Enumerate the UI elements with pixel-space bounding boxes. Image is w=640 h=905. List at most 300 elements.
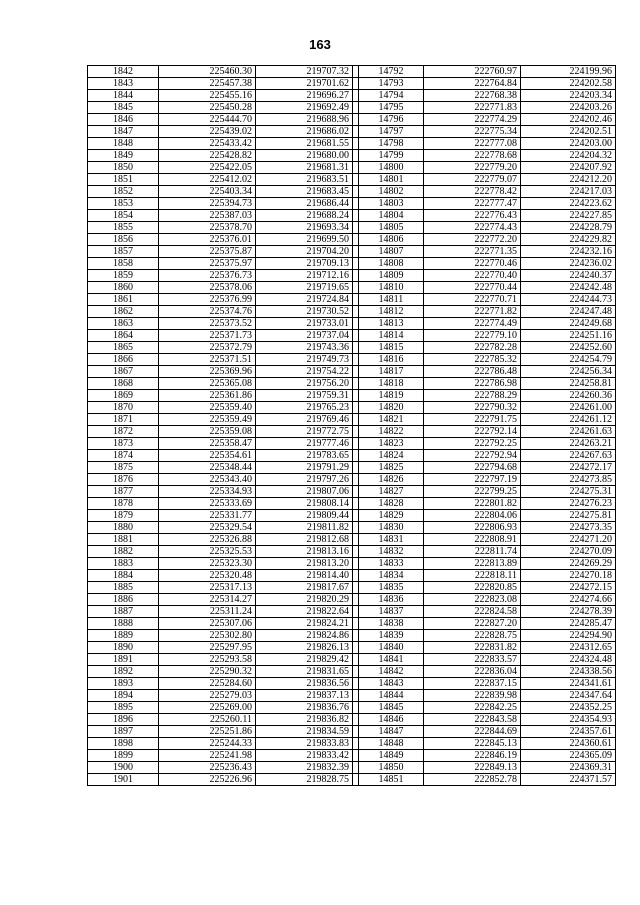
cell-id-b: 14841 xyxy=(359,654,424,666)
table-row xyxy=(88,66,616,78)
cell-y-a: 219737.04 xyxy=(256,330,353,342)
cell-x-b: 222786.98 xyxy=(424,378,521,390)
cell-x-b: 222786.48 xyxy=(424,366,521,378)
cell-id-a: 1870 xyxy=(88,402,159,414)
cell-y-a: 219783.65 xyxy=(256,450,353,462)
cell-id-a: 1897 xyxy=(88,726,159,738)
cell-y-a: 219688.24 xyxy=(256,210,353,222)
table-row xyxy=(88,426,616,438)
cell-y-a: 219756.20 xyxy=(256,378,353,390)
cell-x-b: 222801.82 xyxy=(424,498,521,510)
cell-y-b: 224365.09 xyxy=(521,750,616,762)
cell-x-a: 225371.51 xyxy=(159,354,256,366)
cell-y-a: 219824.86 xyxy=(256,630,353,642)
table-row xyxy=(88,222,616,234)
cell-id-b: 14795 xyxy=(359,102,424,114)
cell-id-a: 1883 xyxy=(88,558,159,570)
cell-x-b: 222808.91 xyxy=(424,534,521,546)
cell-id-b: 14807 xyxy=(359,246,424,258)
cell-x-b: 222764.84 xyxy=(424,78,521,90)
cell-x-a: 225326.88 xyxy=(159,534,256,546)
cell-id-a: 1860 xyxy=(88,282,159,294)
cell-y-b: 224347.64 xyxy=(521,690,616,702)
cell-x-a: 225378.06 xyxy=(159,282,256,294)
cell-id-b: 14830 xyxy=(359,522,424,534)
table-row xyxy=(88,570,616,582)
cell-id-a: 1891 xyxy=(88,654,159,666)
cell-id-b: 14809 xyxy=(359,270,424,282)
cell-id-b: 14818 xyxy=(359,378,424,390)
cell-x-a: 225374.76 xyxy=(159,306,256,318)
cell-id-a: 1884 xyxy=(88,570,159,582)
cell-x-b: 222774.29 xyxy=(424,114,521,126)
cell-y-b: 224202.58 xyxy=(521,78,616,90)
cell-x-a: 225333.69 xyxy=(159,498,256,510)
table-row xyxy=(88,150,616,162)
cell-id-b: 14838 xyxy=(359,618,424,630)
cell-y-b: 224261.63 xyxy=(521,426,616,438)
cell-x-b: 222777.47 xyxy=(424,198,521,210)
cell-id-a: 1865 xyxy=(88,342,159,354)
table-row xyxy=(88,474,616,486)
cell-id-a: 1871 xyxy=(88,414,159,426)
cell-x-a: 225358.47 xyxy=(159,438,256,450)
cell-y-b: 224278.39 xyxy=(521,606,616,618)
table-row xyxy=(88,198,616,210)
cell-y-b: 224274.66 xyxy=(521,594,616,606)
cell-y-b: 224285.47 xyxy=(521,618,616,630)
cell-y-b: 224312.65 xyxy=(521,642,616,654)
cell-y-b: 224271.20 xyxy=(521,534,616,546)
cell-x-a: 225403.34 xyxy=(159,186,256,198)
cell-id-b: 14792 xyxy=(359,66,424,78)
cell-id-a: 1850 xyxy=(88,162,159,174)
cell-id-a: 1856 xyxy=(88,234,159,246)
cell-id-b: 14845 xyxy=(359,702,424,714)
cell-x-a: 225433.42 xyxy=(159,138,256,150)
cell-y-a: 219828.75 xyxy=(256,774,353,786)
cell-id-a: 1869 xyxy=(88,390,159,402)
cell-y-a: 219754.22 xyxy=(256,366,353,378)
cell-id-b: 14803 xyxy=(359,198,424,210)
cell-id-b: 14825 xyxy=(359,462,424,474)
cell-x-b: 222818.11 xyxy=(424,570,521,582)
cell-y-b: 224275.31 xyxy=(521,486,616,498)
cell-id-b: 14849 xyxy=(359,750,424,762)
cell-y-a: 219817.67 xyxy=(256,582,353,594)
cell-y-b: 224217.03 xyxy=(521,186,616,198)
cell-x-a: 225302.80 xyxy=(159,630,256,642)
table-row xyxy=(88,366,616,378)
cell-id-b: 14834 xyxy=(359,570,424,582)
cell-id-b: 14827 xyxy=(359,486,424,498)
cell-x-b: 222831.82 xyxy=(424,642,521,654)
cell-id-b: 14823 xyxy=(359,438,424,450)
cell-x-a: 225375.87 xyxy=(159,246,256,258)
cell-y-a: 219686.02 xyxy=(256,126,353,138)
cell-id-b: 14813 xyxy=(359,318,424,330)
cell-y-b: 224244.73 xyxy=(521,294,616,306)
cell-x-a: 225325.53 xyxy=(159,546,256,558)
cell-x-a: 225359.40 xyxy=(159,402,256,414)
table-row xyxy=(88,90,616,102)
cell-id-a: 1894 xyxy=(88,690,159,702)
cell-id-a: 1862 xyxy=(88,306,159,318)
cell-x-b: 222790.32 xyxy=(424,402,521,414)
cell-id-a: 1845 xyxy=(88,102,159,114)
cell-y-a: 219836.76 xyxy=(256,702,353,714)
cell-y-b: 224203.00 xyxy=(521,138,616,150)
cell-y-b: 224354.93 xyxy=(521,714,616,726)
cell-y-b: 224251.16 xyxy=(521,330,616,342)
cell-y-b: 224272.15 xyxy=(521,582,616,594)
cell-id-b: 14800 xyxy=(359,162,424,174)
cell-x-a: 225241.98 xyxy=(159,750,256,762)
cell-y-b: 224270.09 xyxy=(521,546,616,558)
cell-id-a: 1872 xyxy=(88,426,159,438)
cell-y-a: 219696.27 xyxy=(256,90,353,102)
table-row xyxy=(88,114,616,126)
cell-y-b: 224275.81 xyxy=(521,510,616,522)
cell-y-b: 224256.34 xyxy=(521,366,616,378)
cell-id-b: 14804 xyxy=(359,210,424,222)
cell-id-b: 14821 xyxy=(359,414,424,426)
cell-x-b: 222797.19 xyxy=(424,474,521,486)
cell-x-a: 225457.38 xyxy=(159,78,256,90)
cell-id-a: 1885 xyxy=(88,582,159,594)
cell-id-a: 1886 xyxy=(88,594,159,606)
cell-y-b: 224360.61 xyxy=(521,738,616,750)
cell-y-a: 219833.42 xyxy=(256,750,353,762)
cell-y-a: 219813.20 xyxy=(256,558,353,570)
cell-y-b: 224240.37 xyxy=(521,270,616,282)
cell-id-b: 14799 xyxy=(359,150,424,162)
cell-id-b: 14815 xyxy=(359,342,424,354)
cell-x-a: 225348.44 xyxy=(159,462,256,474)
table-row xyxy=(88,102,616,114)
table-row xyxy=(88,642,616,654)
cell-id-b: 14814 xyxy=(359,330,424,342)
table-row xyxy=(88,318,616,330)
table-row xyxy=(88,342,616,354)
cell-y-b: 224223.62 xyxy=(521,198,616,210)
cell-id-b: 14801 xyxy=(359,174,424,186)
cell-x-b: 222792.94 xyxy=(424,450,521,462)
cell-y-b: 224229.82 xyxy=(521,234,616,246)
cell-id-a: 1878 xyxy=(88,498,159,510)
cell-id-a: 1864 xyxy=(88,330,159,342)
table-row xyxy=(88,690,616,702)
cell-id-a: 1849 xyxy=(88,150,159,162)
cell-id-b: 14820 xyxy=(359,402,424,414)
cell-id-b: 14819 xyxy=(359,390,424,402)
cell-y-b: 224203.34 xyxy=(521,90,616,102)
cell-y-a: 219777.46 xyxy=(256,438,353,450)
cell-id-b: 14848 xyxy=(359,738,424,750)
cell-x-a: 225376.01 xyxy=(159,234,256,246)
cell-x-a: 225323.30 xyxy=(159,558,256,570)
table-row xyxy=(88,78,616,90)
cell-y-b: 224294.90 xyxy=(521,630,616,642)
cell-y-b: 224212.20 xyxy=(521,174,616,186)
cell-x-a: 225371.73 xyxy=(159,330,256,342)
cell-id-b: 14836 xyxy=(359,594,424,606)
table-row xyxy=(88,462,616,474)
cell-x-a: 225361.86 xyxy=(159,390,256,402)
cell-id-a: 1887 xyxy=(88,606,159,618)
page-number: 163 xyxy=(309,37,331,52)
table-row xyxy=(88,258,616,270)
cell-y-b: 224272.17 xyxy=(521,462,616,474)
cell-id-a: 1889 xyxy=(88,630,159,642)
cell-id-b: 14810 xyxy=(359,282,424,294)
cell-id-a: 1880 xyxy=(88,522,159,534)
cell-id-a: 1858 xyxy=(88,258,159,270)
cell-y-a: 219772.75 xyxy=(256,426,353,438)
cell-id-a: 1901 xyxy=(88,774,159,786)
cell-y-a: 219709.13 xyxy=(256,258,353,270)
cell-id-a: 1892 xyxy=(88,666,159,678)
table-row xyxy=(88,558,616,570)
cell-id-a: 1875 xyxy=(88,462,159,474)
cell-y-b: 224369.31 xyxy=(521,762,616,774)
cell-x-a: 225251.86 xyxy=(159,726,256,738)
cell-x-a: 225428.82 xyxy=(159,150,256,162)
cell-x-a: 225290.32 xyxy=(159,666,256,678)
cell-y-a: 219837.13 xyxy=(256,690,353,702)
cell-x-b: 222823.08 xyxy=(424,594,521,606)
cell-y-a: 219692.49 xyxy=(256,102,353,114)
cell-id-a: 1893 xyxy=(88,678,159,690)
cell-id-b: 14829 xyxy=(359,510,424,522)
cell-y-b: 224357.61 xyxy=(521,726,616,738)
table-row xyxy=(88,498,616,510)
cell-y-a: 219701.62 xyxy=(256,78,353,90)
cell-id-b: 14843 xyxy=(359,678,424,690)
cell-id-b: 14837 xyxy=(359,606,424,618)
table-row xyxy=(88,282,616,294)
cell-id-b: 14797 xyxy=(359,126,424,138)
table-row xyxy=(88,390,616,402)
cell-id-b: 14844 xyxy=(359,690,424,702)
cell-id-b: 14796 xyxy=(359,114,424,126)
cell-id-a: 1852 xyxy=(88,186,159,198)
cell-id-b: 14806 xyxy=(359,234,424,246)
cell-x-a: 225226.96 xyxy=(159,774,256,786)
cell-x-b: 222778.68 xyxy=(424,150,521,162)
cell-x-a: 225450.28 xyxy=(159,102,256,114)
cell-y-a: 219826.13 xyxy=(256,642,353,654)
table-row xyxy=(88,774,616,786)
cell-x-b: 222782.28 xyxy=(424,342,521,354)
cell-y-a: 219683.45 xyxy=(256,186,353,198)
cell-x-b: 222774.49 xyxy=(424,318,521,330)
cell-x-b: 222842.25 xyxy=(424,702,521,714)
cell-x-a: 225369.96 xyxy=(159,366,256,378)
cell-x-b: 222785.32 xyxy=(424,354,521,366)
table-row xyxy=(88,522,616,534)
cell-id-b: 14850 xyxy=(359,762,424,774)
cell-x-a: 225320.48 xyxy=(159,570,256,582)
coordinates-table xyxy=(87,65,616,786)
cell-x-b: 222794.68 xyxy=(424,462,521,474)
cell-id-a: 1899 xyxy=(88,750,159,762)
cell-id-a: 1866 xyxy=(88,354,159,366)
table-row xyxy=(88,762,616,774)
cell-y-a: 219769.46 xyxy=(256,414,353,426)
cell-x-b: 222804.06 xyxy=(424,510,521,522)
cell-y-b: 224202.46 xyxy=(521,114,616,126)
cell-y-a: 219759.31 xyxy=(256,390,353,402)
cell-id-a: 1879 xyxy=(88,510,159,522)
cell-x-a: 225307.06 xyxy=(159,618,256,630)
cell-y-b: 224341.61 xyxy=(521,678,616,690)
cell-y-a: 219791.29 xyxy=(256,462,353,474)
cell-y-a: 219743.36 xyxy=(256,342,353,354)
table-row xyxy=(88,270,616,282)
cell-x-a: 225279.03 xyxy=(159,690,256,702)
cell-x-b: 222845.13 xyxy=(424,738,521,750)
cell-y-a: 219704.20 xyxy=(256,246,353,258)
cell-x-a: 225297.95 xyxy=(159,642,256,654)
cell-x-b: 222792.14 xyxy=(424,426,521,438)
cell-x-b: 222788.29 xyxy=(424,390,521,402)
table-row xyxy=(88,210,616,222)
cell-x-b: 222799.25 xyxy=(424,486,521,498)
table-row xyxy=(88,126,616,138)
cell-y-a: 219699.50 xyxy=(256,234,353,246)
cell-x-a: 225376.99 xyxy=(159,294,256,306)
cell-y-b: 224242.48 xyxy=(521,282,616,294)
cell-y-a: 219834.59 xyxy=(256,726,353,738)
cell-y-b: 224207.92 xyxy=(521,162,616,174)
cell-y-a: 219822.64 xyxy=(256,606,353,618)
cell-id-b: 14831 xyxy=(359,534,424,546)
cell-x-b: 222779.10 xyxy=(424,330,521,342)
cell-x-a: 225394.73 xyxy=(159,198,256,210)
cell-y-a: 219730.52 xyxy=(256,306,353,318)
cell-y-b: 224273.85 xyxy=(521,474,616,486)
table-row xyxy=(88,534,616,546)
cell-y-a: 219813.16 xyxy=(256,546,353,558)
cell-id-a: 1843 xyxy=(88,78,159,90)
cell-id-b: 14839 xyxy=(359,630,424,642)
cell-id-a: 1900 xyxy=(88,762,159,774)
table-row xyxy=(88,450,616,462)
cell-id-a: 1846 xyxy=(88,114,159,126)
cell-id-a: 1848 xyxy=(88,138,159,150)
cell-y-b: 224202.51 xyxy=(521,126,616,138)
table-row xyxy=(88,546,616,558)
cell-x-a: 225412.02 xyxy=(159,174,256,186)
cell-id-a: 1896 xyxy=(88,714,159,726)
cell-y-b: 224338.56 xyxy=(521,666,616,678)
cell-x-a: 225244.33 xyxy=(159,738,256,750)
cell-x-b: 222813.89 xyxy=(424,558,521,570)
cell-id-b: 14840 xyxy=(359,642,424,654)
cell-y-b: 224371.57 xyxy=(521,774,616,786)
table-row xyxy=(88,630,616,642)
cell-id-b: 14822 xyxy=(359,426,424,438)
cell-x-a: 225331.77 xyxy=(159,510,256,522)
cell-x-b: 222852.78 xyxy=(424,774,521,786)
cell-y-a: 219765.23 xyxy=(256,402,353,414)
table-row xyxy=(88,402,616,414)
cell-y-a: 219712.16 xyxy=(256,270,353,282)
cell-id-a: 1868 xyxy=(88,378,159,390)
cell-y-b: 224199.96 xyxy=(521,66,616,78)
cell-y-b: 224228.79 xyxy=(521,222,616,234)
cell-id-a: 1881 xyxy=(88,534,159,546)
table-row xyxy=(88,246,616,258)
cell-id-b: 14812 xyxy=(359,306,424,318)
cell-id-a: 1898 xyxy=(88,738,159,750)
cell-id-b: 14832 xyxy=(359,546,424,558)
cell-y-a: 219824.21 xyxy=(256,618,353,630)
cell-y-b: 224273.35 xyxy=(521,522,616,534)
cell-y-b: 224261.12 xyxy=(521,414,616,426)
cell-y-a: 219833.83 xyxy=(256,738,353,750)
cell-y-b: 224258.81 xyxy=(521,378,616,390)
cell-id-a: 1844 xyxy=(88,90,159,102)
cell-x-a: 225375.97 xyxy=(159,258,256,270)
table-row xyxy=(88,186,616,198)
cell-y-a: 219807.06 xyxy=(256,486,353,498)
cell-x-b: 222768.38 xyxy=(424,90,521,102)
cell-y-a: 219693.34 xyxy=(256,222,353,234)
cell-id-b: 14847 xyxy=(359,726,424,738)
cell-id-a: 1851 xyxy=(88,174,159,186)
cell-id-b: 14826 xyxy=(359,474,424,486)
cell-y-b: 224247.48 xyxy=(521,306,616,318)
table-row xyxy=(88,702,616,714)
cell-x-b: 222833.57 xyxy=(424,654,521,666)
cell-id-a: 1874 xyxy=(88,450,159,462)
cell-y-a: 219836.82 xyxy=(256,714,353,726)
cell-x-b: 222778.42 xyxy=(424,186,521,198)
cell-y-b: 224249.68 xyxy=(521,318,616,330)
cell-x-a: 225378.70 xyxy=(159,222,256,234)
cell-id-b: 14835 xyxy=(359,582,424,594)
cell-x-a: 225372.79 xyxy=(159,342,256,354)
table-row xyxy=(88,438,616,450)
cell-id-a: 1853 xyxy=(88,198,159,210)
table-row xyxy=(88,414,616,426)
cell-id-b: 14846 xyxy=(359,714,424,726)
cell-y-b: 224269.29 xyxy=(521,558,616,570)
cell-id-a: 1847 xyxy=(88,126,159,138)
cell-x-b: 222771.83 xyxy=(424,102,521,114)
cell-id-a: 1867 xyxy=(88,366,159,378)
cell-x-a: 225317.13 xyxy=(159,582,256,594)
cell-y-a: 219724.84 xyxy=(256,294,353,306)
cell-y-a: 219733.01 xyxy=(256,318,353,330)
cell-y-b: 224254.79 xyxy=(521,354,616,366)
cell-y-a: 219812.68 xyxy=(256,534,353,546)
cell-y-a: 219680.00 xyxy=(256,150,353,162)
cell-x-a: 225269.00 xyxy=(159,702,256,714)
cell-id-b: 14808 xyxy=(359,258,424,270)
cell-x-b: 222776.43 xyxy=(424,210,521,222)
cell-id-b: 14805 xyxy=(359,222,424,234)
table-row xyxy=(88,354,616,366)
cell-y-b: 224232.16 xyxy=(521,246,616,258)
cell-y-a: 219797.26 xyxy=(256,474,353,486)
cell-id-a: 1854 xyxy=(88,210,159,222)
cell-x-b: 222774.43 xyxy=(424,222,521,234)
table-row xyxy=(88,714,616,726)
cell-x-a: 225260.11 xyxy=(159,714,256,726)
